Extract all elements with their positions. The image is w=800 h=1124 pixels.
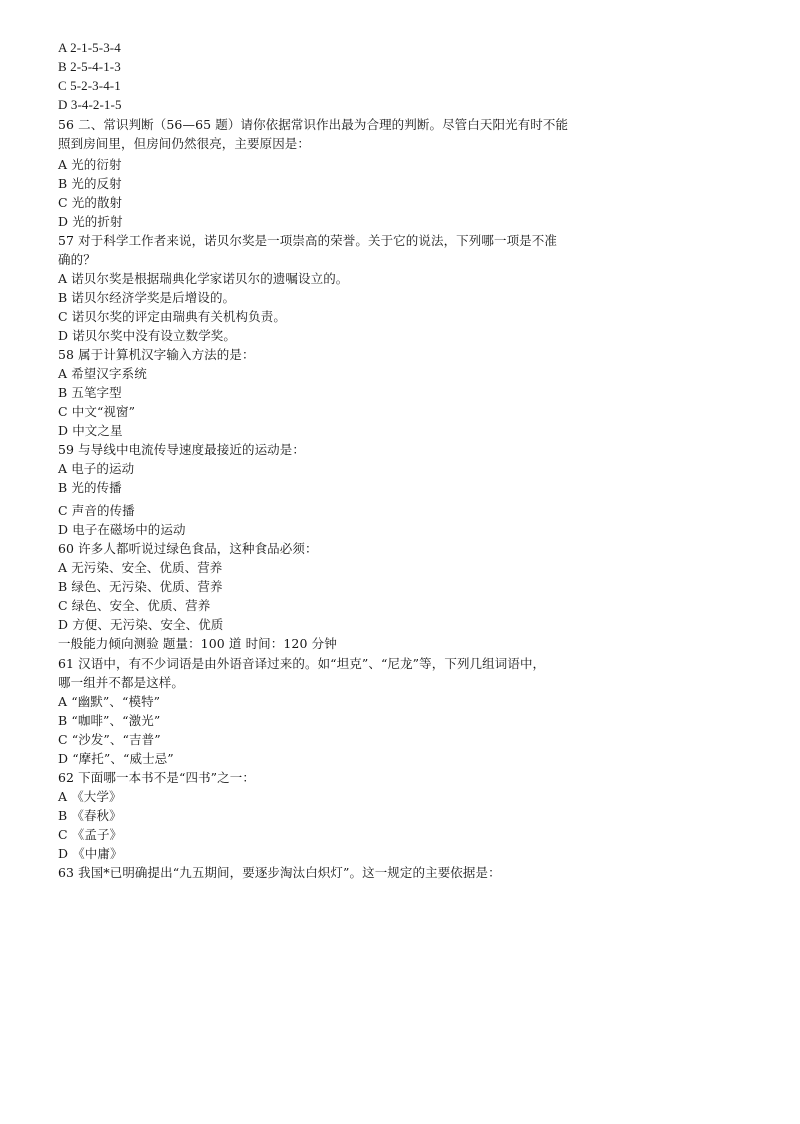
q59-option-c: C 声音的传播 (58, 503, 135, 518)
q61-option-c: C “沙发”、“吉普” (58, 732, 161, 747)
answer-option-b: B 2-5-4-1-3 (58, 59, 121, 74)
q58-option-d: D 中文之星 (58, 423, 123, 438)
question-62-text: 62 下面哪一本书不是“四书”之一： (58, 770, 255, 785)
question-61-text: 61 汉语中，有不少词语是由外语音译过来的。如“坦克”、“尼龙”等，下列几组词语中， (58, 656, 546, 671)
q62-option-a: A 《大学》 (58, 789, 122, 804)
q59-option-a: A 电子的运动 (58, 461, 135, 476)
answer-option-c: C 5-2-3-4-1 (58, 78, 121, 93)
q58-option-a: A 希望汉字系统 (58, 366, 147, 381)
q61-option-d: D “摩托”、“威士忌” (58, 751, 174, 766)
q58-option-c: C 中文“视窗” (58, 404, 136, 419)
q57-option-a: A 诺贝尔奖是根据瑞典化学家诺贝尔的遗嘱设立的。 (58, 271, 349, 286)
q57-option-b: B 诺贝尔经济学奖是后增设的。 (58, 290, 236, 305)
q58-option-b: B 五笔字型 (58, 385, 122, 400)
q60-option-d: D 方便、无污染、安全、优质 (58, 617, 224, 632)
q59-option-d: D 电子在磁场中的运动 (58, 522, 186, 537)
question-57-text-cont: 确的？ (58, 252, 96, 267)
question-58-text: 58 属于计算机汉字输入方法的是： (58, 347, 255, 362)
q56-option-d: D 光的折射 (58, 214, 123, 229)
q61-option-a: A “幽默”、“模特” (58, 694, 161, 709)
question-60-text: 60 许多人都听说过绿色食品，这种食品必须： (58, 541, 318, 556)
q61-option-b: B “咖啡”、“激光” (58, 713, 161, 728)
answer-option-d: D 3-4-2-1-5 (58, 97, 122, 112)
q60-option-c: C 绿色、安全、优质、营养 (58, 598, 211, 613)
question-59-text: 59 与导线中电流传导速度最接近的运动是： (58, 442, 305, 457)
q62-option-c: C 《孟子》 (58, 827, 123, 842)
q56-option-b: B 光的反射 (58, 176, 122, 191)
question-57-text: 57 对于科学工作者来说，诺贝尔奖是一项崇高的荣誉。关于它的说法，下列哪一项是不准 (58, 233, 557, 248)
q62-option-b: B 《春秋》 (58, 808, 122, 823)
q59-option-b: B 光的传播 (58, 480, 122, 495)
q57-option-c: C 诺贝尔奖的评定由瑞典有关机构负责。 (58, 309, 286, 324)
q56-option-c: C 光的散射 (58, 195, 123, 210)
answer-option-a: A 2-1-5-3-4 (58, 40, 121, 55)
q60-option-a: A 无污染、安全、优质、营养 (58, 560, 223, 575)
question-61-text-cont: 哪一组并不都是这样。 (58, 675, 185, 690)
q56-option-a: A 光的衍射 (58, 157, 122, 172)
q62-option-d: D 《中庸》 (58, 846, 123, 861)
question-56-text: 56 二、常识判断（56—65 题）请你依据常识作出最为合理的判断。尽管白天阳光有时不能 (58, 117, 569, 132)
q57-option-d: D 诺贝尔奖中没有设立数学奖。 (58, 328, 236, 343)
question-56-text-cont: 照到房间里，但房间仍然很亮，主要原因是： (58, 136, 311, 151)
section-header: 一般能力倾向测验 题量：100 道 时间：120 分钟 (58, 636, 337, 651)
question-63-text: 63 我国*已明确提出“九五期间，要逐步淘汰白炽灯”。这一规定的主要依据是： (58, 865, 501, 880)
q60-option-b: B 绿色、无污染、优质、营养 (58, 579, 223, 594)
